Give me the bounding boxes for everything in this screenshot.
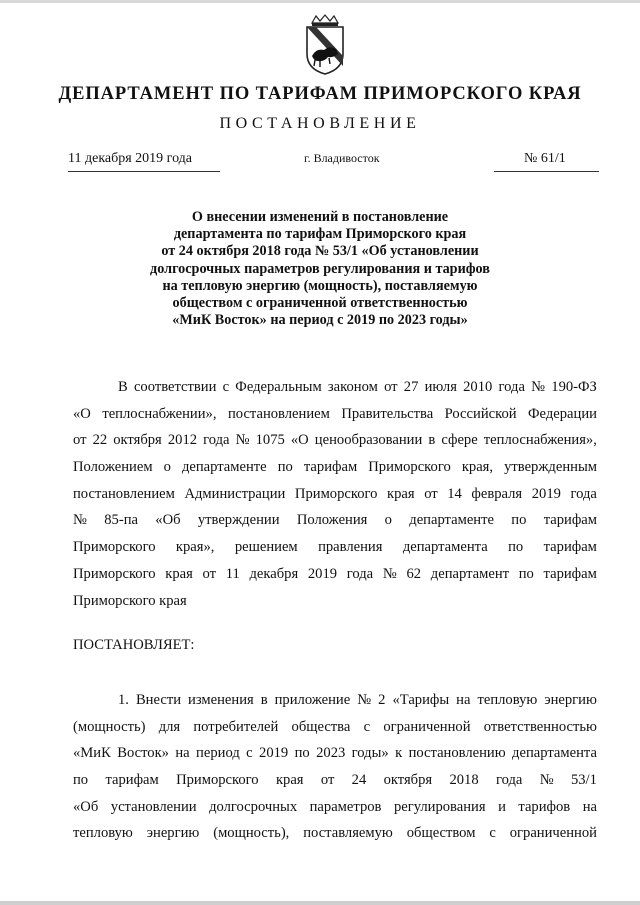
word: от — [202, 565, 216, 582]
preamble-line — [73, 454, 597, 481]
word: Приморского — [368, 459, 451, 476]
word: тарифам — [543, 512, 597, 529]
word: законом — [327, 379, 378, 395]
word: сфере — [441, 432, 478, 449]
word: № — [382, 565, 397, 582]
word: 11 — [225, 565, 240, 582]
word: края — [165, 565, 193, 582]
word: по — [508, 539, 524, 556]
preamble-line — [73, 401, 597, 428]
word: 2010 — [463, 379, 493, 395]
word: тарифам — [543, 565, 597, 582]
word: 14 — [447, 485, 462, 502]
word: о — [384, 512, 392, 529]
word: 1075 — [255, 432, 285, 449]
word: (мощность) — [73, 718, 146, 735]
word: по — [277, 459, 293, 476]
word: октября — [383, 772, 433, 789]
word: от — [424, 485, 438, 502]
subject-line: О внесении изменений в постановление — [191, 209, 449, 225]
word: Приморского — [73, 539, 156, 556]
subject-line: от 24 октября 2018 года № 53/1 «Об установлении — [161, 243, 479, 260]
word: потребителей — [193, 718, 279, 735]
word: 190-ФЗ — [551, 379, 597, 395]
word: с — [246, 745, 253, 762]
word: от — [384, 379, 398, 395]
word: Положения — [296, 512, 368, 529]
preamble-line — [73, 374, 597, 401]
word: установлении — [110, 798, 197, 815]
scan-edge-bottom — [0, 901, 640, 905]
word: утверждении — [197, 512, 280, 529]
word: Российской — [444, 405, 517, 422]
word: Администрации — [184, 485, 286, 502]
item-line — [73, 740, 597, 767]
subject-line: департамента по тарифам Приморского края — [173, 226, 467, 243]
word: года — [346, 565, 374, 582]
word: 2019 — [307, 565, 338, 582]
word: департамента — [402, 539, 488, 556]
word: тарифов — [518, 798, 571, 815]
word: по — [518, 565, 534, 582]
word: «О — [73, 405, 91, 422]
word: параметров — [309, 798, 382, 815]
word: № — [539, 772, 554, 789]
word: период — [196, 745, 240, 762]
word: тепловую — [477, 692, 538, 708]
date-underline — [68, 171, 220, 172]
word: (мощность), — [213, 825, 290, 842]
word: с — [222, 379, 230, 395]
word: 27 — [403, 379, 419, 395]
word: приложение — [274, 692, 351, 708]
word: на — [456, 692, 471, 708]
word: тарифам — [105, 772, 159, 789]
word: для — [158, 718, 181, 735]
word: года — [570, 485, 597, 502]
word: 2023 — [316, 745, 346, 762]
word: с — [363, 718, 371, 735]
word: изменения — [188, 692, 254, 708]
word: года — [495, 772, 523, 789]
document-date: 11 декабря 2019 года — [68, 151, 193, 166]
word: в — [260, 692, 268, 708]
number-underline — [494, 171, 599, 172]
word: поставляемую — [303, 825, 393, 842]
document-city: г. Владивосток — [304, 151, 380, 165]
word: февраля — [471, 485, 523, 502]
word: 2012 — [167, 432, 198, 449]
word: Внести — [135, 692, 182, 708]
word: «Об — [155, 512, 181, 529]
preamble-line — [73, 507, 597, 534]
word: края — [275, 772, 304, 789]
word: по — [294, 745, 310, 762]
document-type: ПОСТАНОВЛЕНИЕ — [219, 115, 421, 132]
word: «О — [290, 432, 309, 449]
word: года — [203, 432, 230, 449]
subject-line: на тепловую энергию (мощность), поставляемую — [162, 277, 478, 294]
word: 1. — [118, 692, 129, 708]
preamble-line — [73, 481, 597, 508]
word: 85-па — [104, 512, 138, 529]
word: на — [582, 798, 597, 815]
word: 24 — [351, 772, 367, 789]
subject-line: обществом с ограниченной ответственностью — [172, 295, 468, 312]
word: от — [320, 772, 335, 789]
word: обществом — [406, 825, 476, 842]
word: решением — [234, 539, 298, 556]
word: края — [159, 592, 187, 609]
item-line — [73, 820, 597, 847]
word: годы» — [351, 745, 389, 762]
word: департаменте — [181, 459, 267, 476]
word: и — [498, 798, 506, 815]
word: регулирования — [393, 798, 486, 815]
word: соответствии — [133, 379, 217, 395]
word: «Тарифы — [392, 692, 450, 708]
word: «МиК — [73, 745, 111, 762]
word: Положением — [73, 459, 153, 476]
word: 53/1 — [570, 772, 597, 789]
word: края», — [175, 539, 215, 556]
word: тарифам — [303, 459, 358, 476]
word: октября — [113, 432, 162, 449]
word: о — [163, 459, 171, 476]
word: Федеральным — [235, 379, 322, 395]
word: правления — [318, 539, 383, 556]
word: 22 — [92, 432, 108, 449]
word: по — [73, 772, 89, 789]
word: 2019 — [259, 745, 289, 762]
word: постановлению — [408, 745, 506, 762]
word: Приморского — [294, 485, 378, 502]
subject-line: «МиК Восток» на период с 2019 по 2023 годы» — [172, 312, 468, 329]
word: теплоснабжении», — [102, 405, 217, 422]
word: Правительства — [341, 405, 434, 422]
word: № — [235, 432, 250, 449]
word: от — [73, 432, 87, 449]
word: ответственностью — [483, 718, 597, 735]
scan-edge-top — [0, 0, 640, 3]
word: Приморского — [73, 565, 156, 582]
word: к — [395, 745, 403, 762]
word: края, — [461, 459, 494, 476]
subject-line: долгосрочных параметров регулирования и тарифов — [150, 260, 490, 277]
word: утвержденным — [504, 459, 597, 476]
word: 2 — [378, 692, 386, 708]
word: Восток» — [117, 745, 169, 762]
preamble-line — [73, 427, 597, 454]
item-line — [73, 794, 597, 821]
word: тарифам — [543, 539, 597, 556]
word: года — [498, 379, 525, 395]
word: общества — [291, 718, 351, 735]
word: «Об — [73, 798, 99, 815]
department-title: ДЕПАРТАМЕНТ ПО ТАРИФАМ ПРИМОРСКОГО КРАЯ — [58, 84, 582, 104]
word: теплоснабжения», — [483, 432, 597, 449]
word: Приморского — [176, 772, 259, 789]
coat-of-arms-icon — [302, 14, 348, 76]
document-number: № 61/1 — [524, 151, 566, 166]
word: ограниченной — [383, 718, 471, 735]
resolution-heading: ПОСТАНОВЛЯЕТ: — [73, 637, 195, 653]
word: Федерации — [528, 405, 597, 422]
word: ограниченной — [509, 825, 597, 842]
word: ценообразовании — [314, 432, 423, 449]
word: долгосрочных — [209, 798, 298, 815]
word: в — [428, 432, 436, 449]
preamble-line — [73, 534, 597, 561]
word: с — [489, 825, 496, 842]
word: департамента — [512, 745, 597, 762]
word: июля — [424, 379, 457, 395]
word: 2019 — [531, 485, 561, 502]
word: энергию — [544, 692, 597, 708]
word: № — [73, 512, 87, 529]
item-line — [73, 767, 597, 794]
word: департамент — [430, 565, 510, 582]
word: по — [511, 512, 527, 529]
word: 62 — [406, 565, 422, 582]
word: департаменте — [409, 512, 494, 529]
word: № — [357, 692, 372, 708]
word: постановлением — [227, 405, 330, 422]
word: декабря — [249, 565, 299, 582]
item-line — [73, 714, 597, 741]
preamble-line — [73, 588, 597, 615]
document-subject — [0, 209, 640, 329]
item-1-paragraph — [73, 687, 597, 847]
word: Приморского — [73, 592, 160, 609]
preamble-line — [73, 561, 597, 588]
word: на — [175, 745, 190, 762]
preamble-paragraph — [73, 374, 597, 614]
word: края — [387, 485, 415, 502]
word: № — [531, 379, 546, 395]
item-line — [73, 687, 597, 714]
word: 2018 — [449, 772, 479, 789]
word: тепловую — [73, 825, 133, 842]
word: В — [118, 379, 128, 395]
word: постановлением — [73, 485, 175, 502]
word: энергию — [146, 825, 200, 842]
